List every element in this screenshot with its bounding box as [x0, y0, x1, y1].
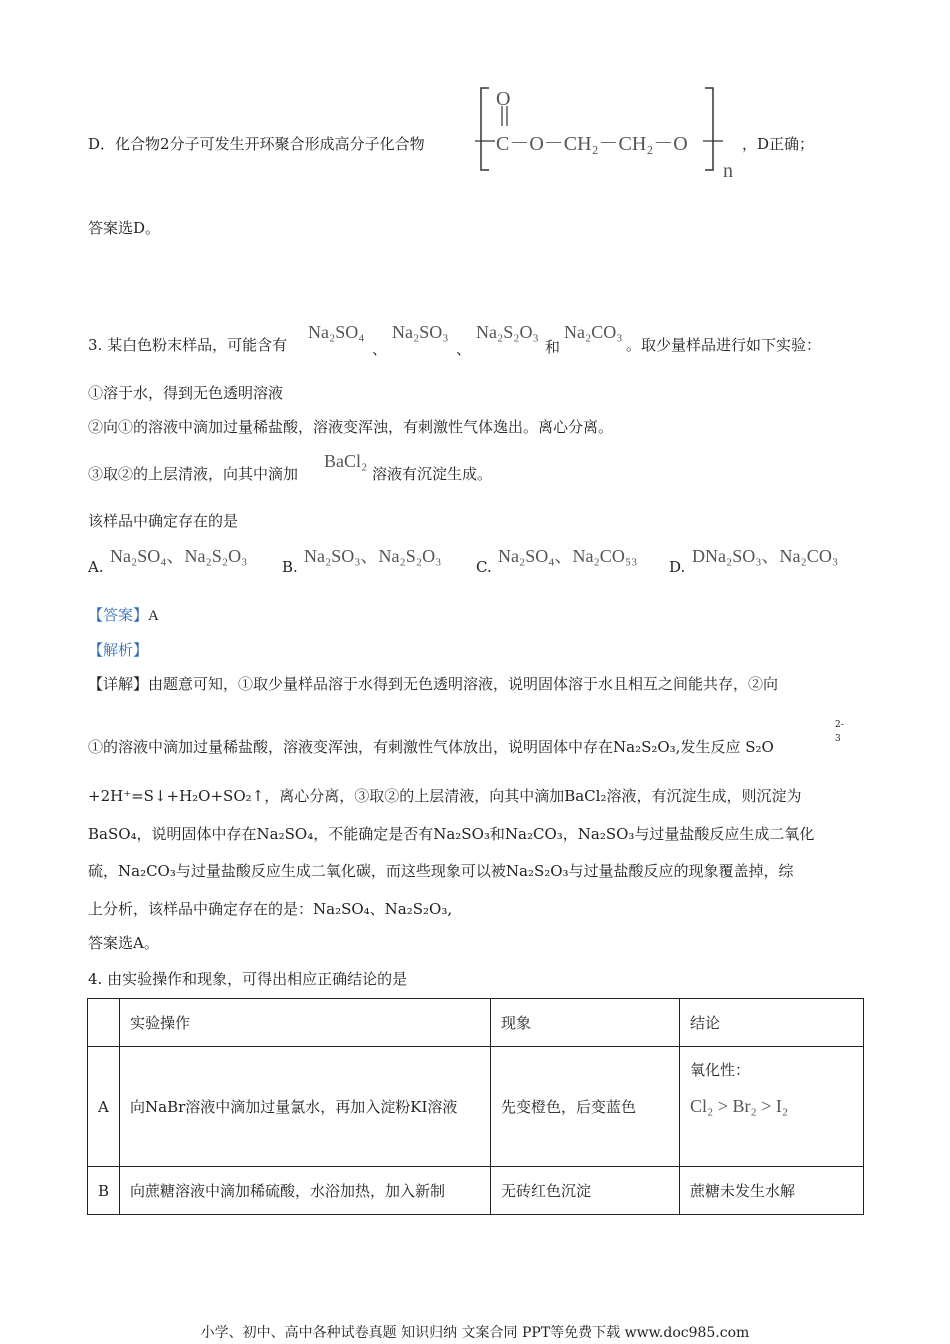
answer-value: A: [148, 608, 159, 624]
experiment-table: [87, 998, 864, 1215]
compound-na2s2o3: Na₂S₂O₃: [476, 322, 539, 342]
table-row: [88, 1047, 864, 1167]
detail-line-7: 答案选A。: [88, 934, 159, 952]
separator: 、: [372, 340, 388, 358]
separator: 、: [456, 340, 472, 358]
q3-stem-prefix: 3. 某白色粉末样品，可能含有: [88, 336, 288, 354]
header-cell: 结论: [680, 999, 864, 1047]
detail-line-2: ①的溶液中滴加过量稀盐酸，溶液变浑浊，有刺激性气体放出，说明固体中存在Na₂S₂O₃,发生反应 S₂O: [88, 738, 774, 756]
q3-step3-prefix: ③取②的上层清液，向其中滴加: [88, 465, 299, 483]
q3-step3-reagent: BaCl₂: [324, 451, 368, 471]
option-c-formula: Na₂SO₄、Na₂CO₅₃: [498, 546, 638, 566]
q3-step3-suffix: 溶液有沉淀生成。: [372, 465, 493, 483]
option-a-formula: Na₂SO₄、Na₂S₂O₃: [110, 546, 248, 566]
header-cell: 现象: [491, 999, 680, 1047]
option-d-text: D．化合物2分子可发生开环聚合形成高分子化合物: [88, 135, 425, 153]
row-conclusion: 蔗糖未发生水解: [680, 1167, 864, 1215]
table-row: [88, 1167, 864, 1215]
q3-step1: ①溶于水，得到无色透明溶液: [88, 384, 284, 402]
q2-answer: 答案选D。: [88, 219, 161, 237]
polymer-n: n: [723, 160, 733, 182]
answer-line: [88, 604, 159, 625]
left-bracket: [481, 88, 489, 170]
option-b-formula: Na₂SO₃、Na₂S₂O₃: [304, 546, 442, 566]
option-d-result: ，D正确；: [742, 135, 815, 153]
option-b-label: B.: [282, 558, 298, 576]
row-phenomenon: 无砖红色沉淀: [491, 1167, 680, 1215]
header-cell: 实验操作: [120, 999, 491, 1047]
conclusion-title: 氧化性：: [690, 1061, 751, 1079]
row-phenomenon: 先变橙色，后变蓝色: [491, 1047, 680, 1167]
header-cell: [88, 999, 120, 1047]
ion-charge-sub: 3: [835, 734, 841, 744]
conclusion-formula: Cl₂ > Br₂ > I₂: [690, 1096, 789, 1116]
row-operation: 向NaBr溶液中滴加过量氯水，再加入淀粉KI溶液: [120, 1047, 491, 1167]
analysis-tag: 【解析】: [88, 641, 149, 659]
row-conclusion: [680, 1047, 864, 1167]
answer-tag: 【答案】: [88, 606, 149, 624]
detail-line-5: 硫，Na₂CO₃与过量盐酸反应生成二氧化碳，而这些现象可以被Na₂S₂O₃与过量盐酸反应的现象覆盖掉，综: [88, 862, 794, 880]
detail-line-4: BaSO₄，说明固体中存在Na₂SO₄，不能确定是否有Na₂SO₃和Na₂CO₃，Na₂SO₃与过量盐酸反应生成二氧化: [88, 825, 815, 843]
option-c-label: C.: [476, 558, 492, 576]
row-operation: 向蔗糖溶液中滴加稀硫酸，水浴加热，加入新制: [120, 1167, 491, 1215]
ion-charge-sup: 2-: [835, 720, 844, 730]
carbonyl-oxygen: O: [496, 88, 511, 110]
detail-line-3: +2H⁺=S↓+H₂O+SO₂↑，离心分离，③取②的上层清液，向其中滴加BaCl₂溶液，有沉淀生成，则沉淀为: [88, 787, 802, 805]
option-d-label: D.: [669, 558, 686, 576]
detail-line-1: 【详解】由题意可知，①取少量样品溶于水得到无色透明溶液，说明固体溶于水且相互之间能共存，②向: [88, 675, 779, 693]
and-word: 和: [545, 338, 561, 356]
q3-question: 该样品中确定存在的是: [88, 512, 239, 530]
compound-na2so3: Na₂SO₃: [392, 322, 449, 342]
q4-stem: 4. 由实验操作和现象，可得出相应正确结论的是: [88, 970, 408, 988]
row-label: B: [88, 1167, 120, 1215]
compound-na2co3: Na₂CO₃: [564, 322, 623, 342]
polymer-chain: C－O－CH₂－CH₂－O: [496, 133, 688, 155]
compound-na2so4: Na₂SO₄: [308, 322, 365, 342]
option-d-formula: DNa₂SO₃、Na₂CO₃: [692, 546, 839, 566]
q3-step2: ②向①的溶液中滴加过量稀盐酸，溶液变浑浊，有刺激性气体逸出。离心分离。: [88, 418, 614, 436]
detail-line-6: 上分析，该样品中确定存在的是：Na₂SO₄、Na₂S₂O₃,: [88, 900, 453, 918]
option-a-label: A.: [88, 558, 104, 576]
table-header-row: [88, 999, 864, 1047]
row-label: A: [88, 1047, 120, 1167]
footer-ad: 小学、初中、高中各种试卷真题 知识归纳 文案合同 PPT等免费下载 www.doc985.com: [200, 1325, 750, 1341]
q3-stem-suffix: 。取少量样品进行如下实验：: [626, 336, 822, 354]
right-bracket: [705, 88, 713, 170]
